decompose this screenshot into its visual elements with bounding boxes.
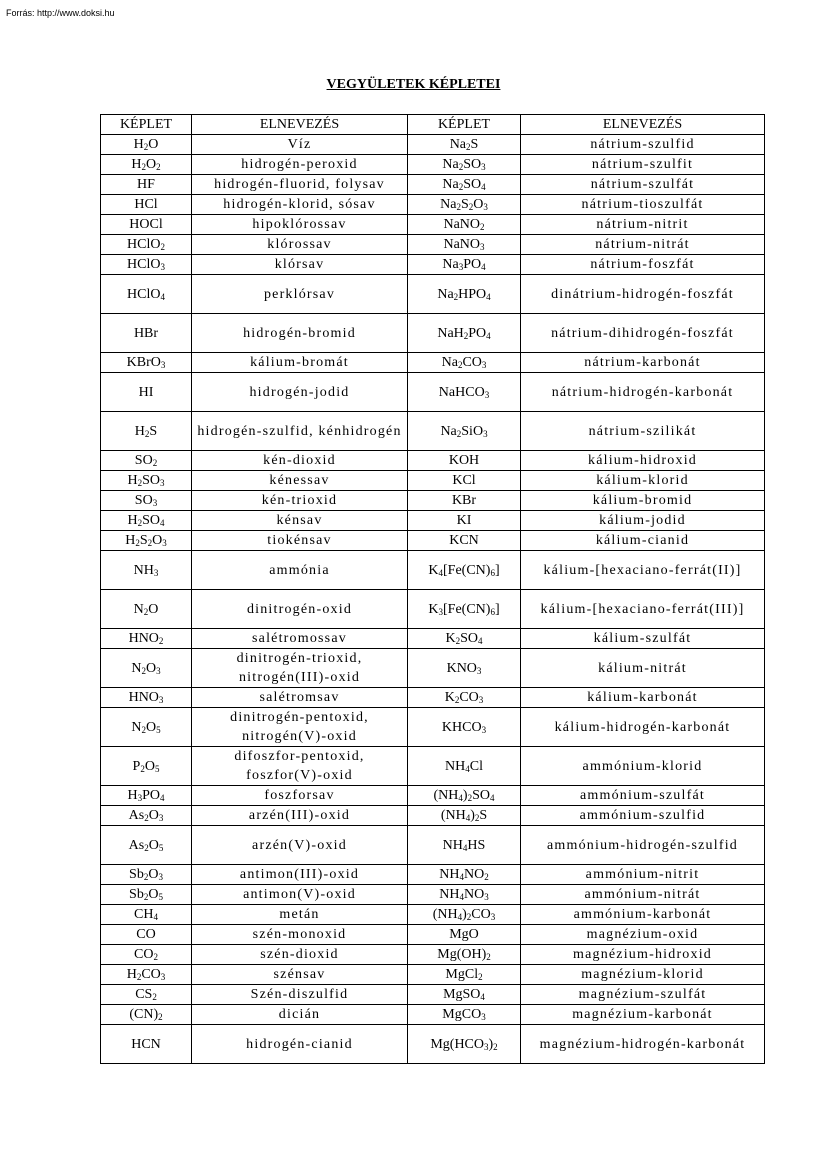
name-cell: hidrogén-fluorid, folysav bbox=[192, 175, 408, 195]
name-cell: antimon(III)-oxid bbox=[192, 865, 408, 885]
name-cell: kálium-bromát bbox=[192, 353, 408, 373]
table-row bbox=[101, 255, 765, 275]
table-row bbox=[101, 688, 765, 708]
table-row bbox=[101, 905, 765, 925]
table-row bbox=[101, 135, 765, 155]
formula-cell: $SO_2$ bbox=[101, 451, 192, 471]
formula-cell: $Na_2S$ bbox=[408, 135, 521, 155]
name-cell: antimon(V)-oxid bbox=[192, 885, 408, 905]
name-cell: magnézium-hidrogén-karbonát bbox=[521, 1025, 765, 1064]
table-row bbox=[101, 451, 765, 471]
name-cell: nátrium-szulfit bbox=[521, 155, 765, 175]
name-cell: hidrogén-bromid bbox=[192, 314, 408, 353]
name-cell: ammónium-nitrit bbox=[521, 865, 765, 885]
name-cell: hidrogén-cianid bbox=[192, 1025, 408, 1064]
header-formula-2: KÉPLET bbox=[408, 115, 521, 135]
name-cell: ammónium-nitrát bbox=[521, 885, 765, 905]
table-row bbox=[101, 235, 765, 255]
formula-cell: $Na_2SiO_3$ bbox=[408, 412, 521, 451]
table-row bbox=[101, 985, 765, 1005]
name-cell: kálium-hidroxid bbox=[521, 451, 765, 471]
formula-cell: KCl bbox=[408, 471, 521, 491]
formula-cell: $As_2O_3$ bbox=[101, 806, 192, 826]
name-cell: magnézium-hidroxid bbox=[521, 945, 765, 965]
name-cell: nátrium-szulfid bbox=[521, 135, 765, 155]
formula-cell: $K_2SO_4$ bbox=[408, 629, 521, 649]
name-cell: salétromossav bbox=[192, 629, 408, 649]
formula-cell: $KNO_3$ bbox=[408, 649, 521, 688]
page-title: VEGYÜLETEK KÉPLETEI bbox=[326, 77, 501, 92]
table-row bbox=[101, 1005, 765, 1025]
formula-cell: HClO$_4$ bbox=[101, 275, 192, 314]
formula-cell: $K_2CO_3$ bbox=[408, 688, 521, 708]
name-cell: nátrium-tioszulfát bbox=[521, 195, 765, 215]
table-row bbox=[101, 412, 765, 451]
name-cell: arzén(III)-oxid bbox=[192, 806, 408, 826]
formula-cell: $N_2O$ bbox=[101, 590, 192, 629]
formula-cell: KI bbox=[408, 511, 521, 531]
name-cell: hipoklórossav bbox=[192, 215, 408, 235]
formula-cell: MgCl$_2$ bbox=[408, 965, 521, 985]
formula-cell: $H_2O$ bbox=[101, 135, 192, 155]
name-cell: ammónium-klorid bbox=[521, 747, 765, 786]
formula-cell: $P_2O_5$ bbox=[101, 747, 192, 786]
formula-cell: $NH_4NO_2$ bbox=[408, 865, 521, 885]
formula-cell: $(NH_4)_2SO_4$ bbox=[408, 786, 521, 806]
table-row bbox=[101, 865, 765, 885]
formula-cell: HClO$_2$ bbox=[101, 235, 192, 255]
name-cell: magnézium-karbonát bbox=[521, 1005, 765, 1025]
name-cell: nátrium-karbonát bbox=[521, 353, 765, 373]
formula-cell: $H_3PO_4$ bbox=[101, 786, 192, 806]
name-cell: dinitrogén-pentoxid, nitrogén(V)-oxid bbox=[192, 708, 408, 747]
formula-cell: $H_2O_2$ bbox=[101, 155, 192, 175]
name-cell: kénsav bbox=[192, 511, 408, 531]
formula-cell: KCN bbox=[408, 531, 521, 551]
table-row bbox=[101, 649, 765, 688]
table-header-row bbox=[101, 115, 765, 135]
formula-cell: $Mg(OH)_2$ bbox=[408, 945, 521, 965]
name-cell: kálium-jodid bbox=[521, 511, 765, 531]
formula-cell: NaNO$_3$ bbox=[408, 235, 521, 255]
name-cell: szénsav bbox=[192, 965, 408, 985]
name-cell: kén-dioxid bbox=[192, 451, 408, 471]
name-cell: kálium-nitrát bbox=[521, 649, 765, 688]
table-row bbox=[101, 511, 765, 531]
formula-cell: $HNO_2$ bbox=[101, 629, 192, 649]
table-row bbox=[101, 471, 765, 491]
name-cell: magnézium-klorid bbox=[521, 965, 765, 985]
table-row bbox=[101, 965, 765, 985]
formula-cell: $CH_4$ bbox=[101, 905, 192, 925]
name-cell: kénessav bbox=[192, 471, 408, 491]
table-row bbox=[101, 806, 765, 826]
name-cell: ammónium-szulfid bbox=[521, 806, 765, 826]
table-row bbox=[101, 551, 765, 590]
formula-cell: $NH_4Cl$ bbox=[408, 747, 521, 786]
name-cell: nátrium-hidrogén-karbonát bbox=[521, 373, 765, 412]
formula-cell: $K_3[Fe(CN)_6]$ bbox=[408, 590, 521, 629]
name-cell: klórsav bbox=[192, 255, 408, 275]
formula-cell: HCN bbox=[101, 1025, 192, 1064]
name-cell: salétromsav bbox=[192, 688, 408, 708]
name-cell: hidrogén-szulfid, kénhidrogén bbox=[192, 412, 408, 451]
name-cell: kálium-bromid bbox=[521, 491, 765, 511]
name-cell: hidrogén-klorid, sósav bbox=[192, 195, 408, 215]
name-cell: ammónium-szulfát bbox=[521, 786, 765, 806]
table-row bbox=[101, 175, 765, 195]
formula-cell: $Na_2CO_3$ bbox=[408, 353, 521, 373]
table-row bbox=[101, 275, 765, 314]
name-cell: dinitrogén-trioxid, nitrogén(III)-oxid bbox=[192, 649, 408, 688]
name-cell: magnézium-oxid bbox=[521, 925, 765, 945]
formula-cell: NaNO$_2$ bbox=[408, 215, 521, 235]
name-cell: kálium-cianid bbox=[521, 531, 765, 551]
formula-cell: MgO bbox=[408, 925, 521, 945]
formula-cell: $SO_3$ bbox=[101, 491, 192, 511]
formula-cell: $KHCO_3$ bbox=[408, 708, 521, 747]
formula-cell: $NaH_2PO_4$ bbox=[408, 314, 521, 353]
formula-cell: KOH bbox=[408, 451, 521, 471]
table-row bbox=[101, 373, 765, 412]
name-cell: kén-trioxid bbox=[192, 491, 408, 511]
name-cell: Szén-diszulfid bbox=[192, 985, 408, 1005]
formula-cell: NaHCO$_3$ bbox=[408, 373, 521, 412]
formula-cell: $H_2S_2O_3$ bbox=[101, 531, 192, 551]
formula-cell: $CO_2$ bbox=[101, 945, 192, 965]
name-cell: ammónia bbox=[192, 551, 408, 590]
formula-cell: CO bbox=[101, 925, 192, 945]
name-cell: klórossav bbox=[192, 235, 408, 255]
table-row bbox=[101, 747, 765, 786]
formula-cell: HBr bbox=[101, 314, 192, 353]
formula-cell: $As_2O_5$ bbox=[101, 826, 192, 865]
name-cell: nátrium-nitrát bbox=[521, 235, 765, 255]
name-cell: dinitrogén-oxid bbox=[192, 590, 408, 629]
name-cell: magnézium-szulfát bbox=[521, 985, 765, 1005]
formula-cell: $(CN)_2$ bbox=[101, 1005, 192, 1025]
table-row bbox=[101, 590, 765, 629]
name-cell: kálium-klorid bbox=[521, 471, 765, 491]
formula-cell: $NH_4NO_3$ bbox=[408, 885, 521, 905]
table-row bbox=[101, 925, 765, 945]
formula-cell: MgSO$_4$ bbox=[408, 985, 521, 1005]
name-cell: kálium-szulfát bbox=[521, 629, 765, 649]
name-cell: nátrium-foszfát bbox=[521, 255, 765, 275]
formula-cell: $Na_2SO_3$ bbox=[408, 155, 521, 175]
name-cell: szén-monoxid bbox=[192, 925, 408, 945]
name-cell: dinátrium-hidrogén-foszfát bbox=[521, 275, 765, 314]
table-row bbox=[101, 353, 765, 373]
name-cell: hidrogén-peroxid bbox=[192, 155, 408, 175]
formula-cell: $(NH_4)_2CO_3$ bbox=[408, 905, 521, 925]
table-row bbox=[101, 826, 765, 865]
formula-cell: $H_2SO_4$ bbox=[101, 511, 192, 531]
name-cell: arzén(V)-oxid bbox=[192, 826, 408, 865]
name-cell: szén-dioxid bbox=[192, 945, 408, 965]
name-cell: kálium-[hexaciano-ferrát(III)] bbox=[521, 590, 765, 629]
formula-cell: $NH_4HS$ bbox=[408, 826, 521, 865]
name-cell: nátrium-szilikát bbox=[521, 412, 765, 451]
name-cell: tiokénsav bbox=[192, 531, 408, 551]
formula-cell: HI bbox=[101, 373, 192, 412]
name-cell: nátrium-szulfát bbox=[521, 175, 765, 195]
formula-cell: $K_4[Fe(CN)_6]$ bbox=[408, 551, 521, 590]
table-row bbox=[101, 786, 765, 806]
formula-cell: HOCl bbox=[101, 215, 192, 235]
formula-cell: HCl bbox=[101, 195, 192, 215]
table-row bbox=[101, 885, 765, 905]
formula-cell: $H_2S$ bbox=[101, 412, 192, 451]
compounds-table bbox=[100, 114, 765, 1064]
table-row bbox=[101, 629, 765, 649]
formula-cell: HClO$_3$ bbox=[101, 255, 192, 275]
formula-cell: $H_2CO_3$ bbox=[101, 965, 192, 985]
formula-cell: $Sb_2O_3$ bbox=[101, 865, 192, 885]
name-cell: difoszfor-pentoxid, foszfor(V)-oxid bbox=[192, 747, 408, 786]
compounds-table-body bbox=[101, 115, 765, 1064]
name-cell: dicián bbox=[192, 1005, 408, 1025]
table-row bbox=[101, 708, 765, 747]
name-cell: ammónium-hidrogén-szulfid bbox=[521, 826, 765, 865]
formula-cell: $Na_3PO_4$ bbox=[408, 255, 521, 275]
formula-cell: $Na_2S_2O_3$ bbox=[408, 195, 521, 215]
formula-cell: $(NH_4)_2S$ bbox=[408, 806, 521, 826]
header-name-2: ELNEVEZÉS bbox=[521, 115, 765, 135]
formula-cell: $Na_2SO_4$ bbox=[408, 175, 521, 195]
table-row bbox=[101, 215, 765, 235]
name-cell: nátrium-nitrit bbox=[521, 215, 765, 235]
source-note[interactable]: Forrás: http://www.doksi.hu bbox=[6, 8, 115, 18]
table-row bbox=[101, 1025, 765, 1064]
formula-cell: $NH_3$ bbox=[101, 551, 192, 590]
formula-cell: $Na_2HPO_4$ bbox=[408, 275, 521, 314]
name-cell: ammónium-karbonát bbox=[521, 905, 765, 925]
table-row bbox=[101, 314, 765, 353]
table-row bbox=[101, 195, 765, 215]
formula-cell: $N_2O_3$ bbox=[101, 649, 192, 688]
formula-cell: HF bbox=[101, 175, 192, 195]
formula-cell: $HNO_3$ bbox=[101, 688, 192, 708]
name-cell: kálium-[hexaciano-ferrát(II)] bbox=[521, 551, 765, 590]
header-formula-1: KÉPLET bbox=[101, 115, 192, 135]
formula-cell: KBr bbox=[408, 491, 521, 511]
formula-cell: $Sb_2O_5$ bbox=[101, 885, 192, 905]
name-cell: kálium-karbonát bbox=[521, 688, 765, 708]
name-cell: nátrium-dihidrogén-foszfát bbox=[521, 314, 765, 353]
formula-cell: KBrO$_3$ bbox=[101, 353, 192, 373]
formula-cell: MgCO$_3$ bbox=[408, 1005, 521, 1025]
table-row bbox=[101, 945, 765, 965]
name-cell: metán bbox=[192, 905, 408, 925]
header-name-1: ELNEVEZÉS bbox=[192, 115, 408, 135]
formula-cell: $H_2SO_3$ bbox=[101, 471, 192, 491]
table-row bbox=[101, 491, 765, 511]
formula-cell: $Mg(HCO_3)_2$ bbox=[408, 1025, 521, 1064]
name-cell: perklórsav bbox=[192, 275, 408, 314]
table-row bbox=[101, 531, 765, 551]
name-cell: hidrogén-jodid bbox=[192, 373, 408, 412]
name-cell: Víz bbox=[192, 135, 408, 155]
formula-cell: $N_2O_5$ bbox=[101, 708, 192, 747]
table-row bbox=[101, 155, 765, 175]
name-cell: foszforsav bbox=[192, 786, 408, 806]
formula-cell: $CS_2$ bbox=[101, 985, 192, 1005]
name-cell: kálium-hidrogén-karbonát bbox=[521, 708, 765, 747]
